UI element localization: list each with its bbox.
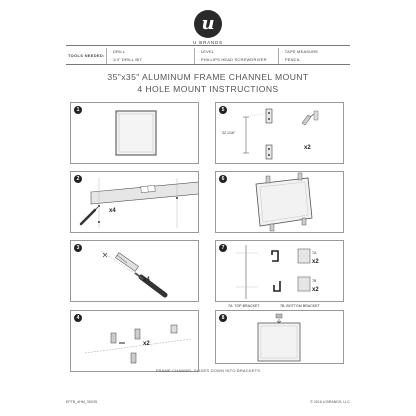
quantity-label: x2: [143, 341, 150, 347]
divider: [278, 48, 279, 64]
step-number: 3: [74, 244, 82, 252]
bracket-screw-illustration: [71, 311, 199, 372]
quantity-label: x2: [312, 287, 319, 293]
page-subtitle: 4 HOLE MOUNT INSTRUCTIONS: [137, 84, 279, 94]
step-4-panel: [70, 310, 199, 372]
bracket-b-label: 7B: [312, 279, 317, 283]
tools-needed-bar: [66, 45, 350, 65]
step-number: 8: [219, 314, 227, 322]
level-and-mark-illustration: [71, 172, 199, 233]
brand-header: [60, 10, 356, 45]
frame-illustration: [71, 103, 199, 164]
tools-heading: TOOLS NEEDED:: [68, 53, 105, 58]
step-6-panel: [215, 171, 344, 233]
brand-logo-icon: u: [194, 10, 222, 38]
quantity-label: x2: [312, 259, 319, 265]
frame-on-brackets-illustration: [216, 172, 344, 233]
page-title: 35"x35" ALUMINUM FRAME CHANNEL MOUNT: [107, 72, 309, 82]
tool-item: · PENCIL: [282, 57, 301, 62]
brand-name: U BRANDS: [193, 40, 223, 45]
divider: [106, 48, 107, 64]
dimension-label: 32 1/16": [222, 131, 236, 135]
divider: [194, 48, 195, 64]
caption-bottom-bracket: 7B. BOTTOM BRACKET: [280, 304, 320, 308]
caption-top-bracket: 7A. TOP BRACKET: [228, 304, 260, 308]
step-number: 4: [74, 314, 82, 322]
frame-slide-illustration: [216, 311, 344, 364]
quantity-label: x4: [109, 208, 116, 214]
step-7-panel: [215, 240, 344, 302]
step-5-panel: [215, 102, 344, 164]
copyright: © 2016 U BRANDS, LLC: [310, 400, 350, 404]
step-3-panel: [70, 240, 199, 302]
quantity-label: x2: [304, 145, 311, 151]
step-8-panel: [215, 310, 344, 364]
quantity-label: x4: [143, 277, 150, 283]
tool-item: · DRILL: [110, 49, 126, 54]
step-number: 2: [74, 175, 82, 183]
step-number: 7: [219, 244, 227, 252]
step-2-panel: [70, 171, 199, 233]
tool-item: · TAPE MEASURE: [282, 49, 319, 54]
tool-item: · 1/4" DRILL BIT: [110, 57, 143, 62]
step-1-panel: [70, 102, 199, 164]
step-number: 5: [219, 106, 227, 114]
tool-item: · PHILLIPS HEAD SCREWDRIVER: [198, 57, 267, 62]
bracket-orientation-illustration: [216, 241, 344, 302]
drill-holes-illustration: [71, 241, 199, 302]
step-number: 6: [219, 175, 227, 183]
document-code: EFTB_4HM_35X35: [66, 400, 98, 404]
bracket-a-label: 7A: [312, 251, 317, 255]
instruction-sheet: [60, 0, 356, 416]
tool-item: · LEVEL: [198, 49, 215, 54]
step-number: 1: [74, 106, 82, 114]
step-8-caption: FRAME CHANNEL SLIDES DOWN INTO BRACKETS: [155, 368, 261, 373]
